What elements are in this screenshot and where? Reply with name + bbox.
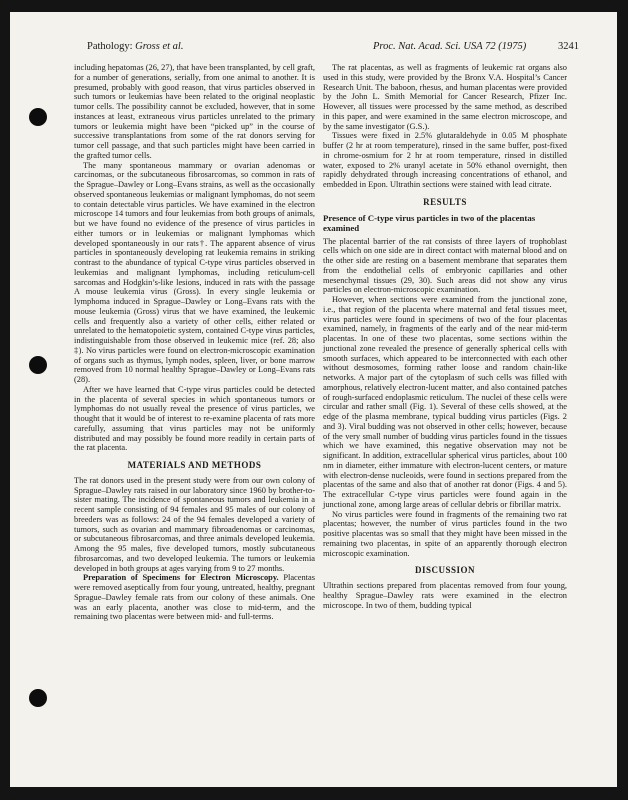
header-section: Pathology: Gross et al. xyxy=(87,41,184,52)
section-heading-discussion: DISCUSSION xyxy=(414,565,476,576)
document-page xyxy=(10,12,617,787)
paragraph: After we have learned that C-type virus particles could be detected in the placenta of several species in which spontaneous tumors or lymphomas do not usually reveal the presence of virus particles, we thought that it would be of interest to re-examine placenta of rats more carefully, assuming that virus particles may not be uniformly distributed and may possibly be found more readily in certain parts of the rat placenta. xyxy=(74,384,315,453)
subsection-heading: Presence of C-type virus particles in two of the placentas examined xyxy=(323,212,536,233)
left-column xyxy=(74,63,315,622)
section-heading-materials-methods: MATERIALS AND METHODS xyxy=(127,460,262,470)
paragraph: including hepatomas (26, 27), that have been transplanted, by cell graft, for a number of generations, serially, from one animal to another. It is presumed, probably with good reason, that virus particles observed in such tumors or leukemias have been related to the original neoplastic tumor cells. The possibility cannot be excluded, however, that in some instances at least, extraneous virus particles unrelated to the primary tumors or leukemia might have been “picked up” in the course of successive transplantations from some of the rat donors serving for tumor cell passage, and that such particles might have been carried in the grafted tumor cells. xyxy=(74,63,315,160)
punch-hole xyxy=(29,689,47,707)
paragraph: The rat placentas, as well as fragments of leukemic rat organs also used in this study, were provided by the Bronx V.A. Hospital’s Cancer Research Unit. The baboon, rhesus, and human placentas were provided by the John L. Smith Memorial for Cancer Research, Pfizer Inc. However, all tissues were processed by the same method, as described in this paper, and were examined in the same electron microscope, and by the same investigator (G.S.). xyxy=(323,63,567,131)
right-column xyxy=(323,63,567,610)
paragraph: The rat donors used in the present study were from our own colony of Sprague–Dawley rats raised in our laboratory since 1960 by brother-to-sister mating. The incidence of spontaneous tumors and leukemia in a recent sample consisting of 94 females and 95 males of our colony of breeders was as follows: 24 of the 94 females developed a variety of tumors, such as ovarian and mammary fibroadenomas or carcinomas, or subcutaneous fibrosarcomas, and three animals developed leukemia. Among the 95 males, five developed tumors, mostly subcutaneous fibrosarcomas, and two developed leukemia. The tumors or leukemia developed in both groups at ages varying from 9 to 27 months. xyxy=(74,475,315,573)
paragraph: Tissues were fixed in 2.5% glutaraldehyde in 0.05 M phosphate buffer (2 hr at room temperature), rinsed in the same buffer, post-fixed in chrome-osmium for 2 hr at room temperature, rinsed in distilled water, exposed to 2% uranyl acetate in 50% ethanol overnight, then rapidly dehydrated through increasing concentrations of ethanol, and embedded in Epon. Ultrathin sections were stained with lead citrate. xyxy=(323,131,567,189)
punch-hole xyxy=(29,356,47,374)
page-number: 3241 xyxy=(558,41,579,52)
paragraph: The many spontaneous mammary or ovarian adenomas or carcinomas, or the subcutaneous fibrosarcomas, so common in rats of the Sprague–Dawley or Long–Evans strains, as well as the occasionally observed spontaneous leukemias or malignant lymphomas, do not seem to contain detectable virus particles. We have examined in the electron microscope 14 tumors and four leukemias from both groups of animals, but we have found no evidence of the presence of virus particles in either tumors or in leukemias or malignant lymphomas which developed spontaneously in our rats†. The apparent absence of virus particles in spontaneously developing rat leukemia remains in striking contrast to the abundance of typical C-type virus particles observed in leukemias and malignant lymphomas, including reticulum-cell sarcomas and Hodgkin’s-like lesions, induced in rats with the passage A mouse leukemia virus (Gross). In every single leukemia or lymphoma induced in Sprague–Dawley or Long–Evans rats with the mouse leukemia (Gross) virus that we have examined, the leukemic cells and frequently also a variety of other cells, either related or unrelated to the hematopoietic system, contained C-type virus particles, indistinguishable from those observed in leukemic mice (ref. 28; also ‡). No virus particles were found on electron-microscopic examination of organs such as thymus, lymph nodes, spleen, liver, or bone marrow removed from 10 normal healthy Sprague–Dawley or Long–Evans rats (28). xyxy=(74,160,315,384)
paragraph: However, when sections were examined from the junctional zone, i.e., that region of the placenta where maternal and fetal tissues meet, virus particles were found in specimens of two of the four placentas examined, namely, in fragments of the early and of the near mid-term placentas. In one of these two placentas, some sections within the junctional zone revealed the presence of generally spherical cells with smooth surfaces, which appeared to be interconnected with each other without desmosomes, forming rather loose and random chain-like networks. A major part of the cytoplasm of such cells was filled with amorphous, relatively electron-lucent matter, and also contained patches of rough-surfaced endoplasmic reticulum. The nuclei of these cells were circular and rather small (Fig. 1). Several of these cells showed, at the edge of the plasma membrane, typical budding virus particles (Figs. 2 and 3). Viral budding was not observed in other cells; however, because of the very small number of budding virus particles found in the tissues which we have examined, this negative observation may not be significant. In addition, extracellular spherical virus particles, about 100 nm in diameter, either immature with electron-lucent centers, or mature with electron-dense nucleoids, were found in sections prepared from the placentas of the same and also that of another rat donor (Figs. 4 and 5). The extracellular C-type virus particles were found again in the junctional zone, among large areas of cellular debris or fibrillar matrix. xyxy=(323,295,567,509)
section-heading-results: RESULTS xyxy=(423,196,467,207)
punch-hole xyxy=(29,108,47,126)
run-in-heading: Preparation of Specimens for Electron Microscopy. xyxy=(83,573,279,583)
paragraph: Preparation of Specimens for Electron Microscopy. Placentas were removed aseptically from four young, untreated, healthy, pregnant Sprague–Dawley female rats from our colony of these animals. One was an early placenta, another was close to mid-term, and the remaining two placentas were between mid- and full-terms. xyxy=(74,573,315,622)
paragraph: No virus particles were found in fragments of the remaining two rat placentas; however, the number of virus particles found in the two positive placentas was so small that they might have been missed in the remaining two placentas, in spite of an apparently thorough electron microscopic examination. xyxy=(323,509,567,558)
paragraph: The placental barrier of the rat consists of three layers of trophoblast cells which on one side are in direct contact with maternal blood and on the other side are resting on a basement membrane that separates them from the endothelial cells of embryonic capillaries and other mesenchymal tissues (29, 30). Such areas did not show any virus particles on electron-microscopic examination. xyxy=(323,236,567,295)
paragraph: Ultrathin sections prepared from placentas removed from four young, healthy Sprague–Dawley rats were examined in the electron microscope. In two of them, budding typical xyxy=(323,581,567,610)
running-header xyxy=(87,41,579,55)
journal-citation: Proc. Nat. Acad. Sci. USA 72 (1975) xyxy=(373,41,527,52)
